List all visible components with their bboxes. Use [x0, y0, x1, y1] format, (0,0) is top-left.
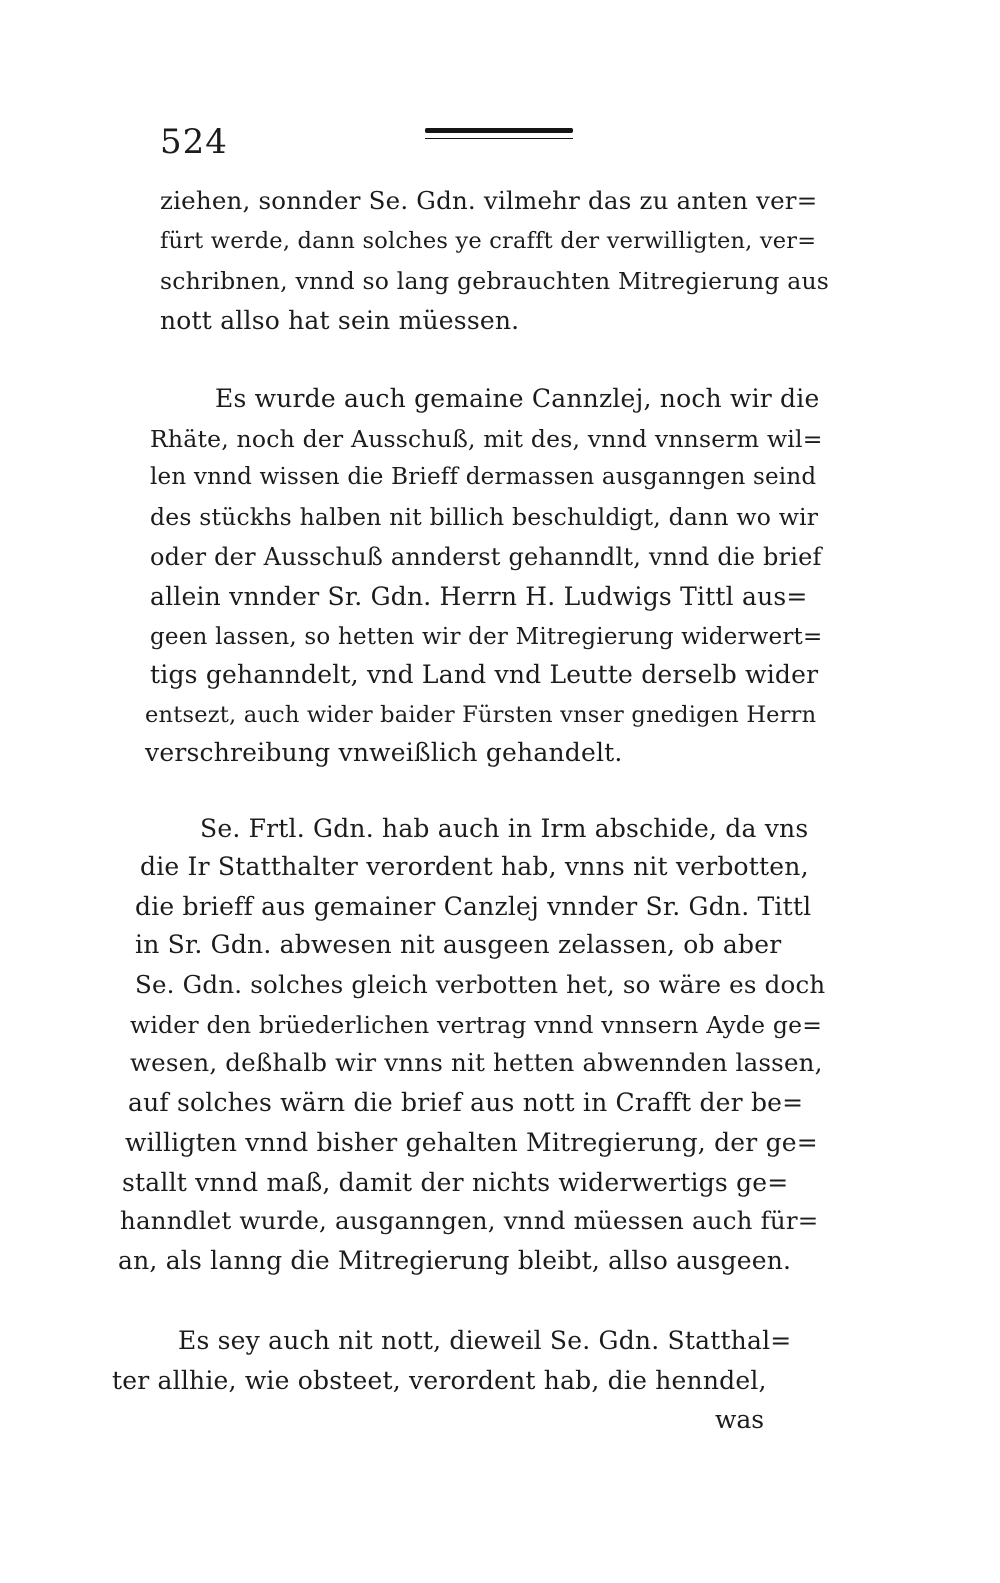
header-rule-thin: [425, 138, 573, 139]
text-line: ziehen, sonnder Se. Gdn. vilmehr das zu anten ver=: [160, 186, 818, 215]
text-line: an, als lanng die Mitregierung bleibt, allso ausgeen.: [118, 1246, 792, 1275]
text-line: ter allhie, wie obsteet, verordent hab, die henndel,: [112, 1366, 767, 1395]
text-line: nott allso hat sein müessen.: [160, 306, 520, 335]
text-line: oder der Ausschuß annderst gehanndlt, vnnd die brief: [150, 543, 822, 571]
text-line: Es wurde auch gemaine Cannzlej, noch wir die: [215, 384, 820, 413]
text-line: Se. Frtl. Gdn. hab auch in Irm abschide, da vns: [200, 814, 809, 843]
text-line: in Sr. Gdn. abwesen nit ausgeen zelassen, ob aber: [135, 930, 782, 959]
text-line: geen lassen, so hetten wir der Mitregierung widerwert=: [150, 624, 823, 650]
header-rule: [425, 128, 573, 139]
text-line: die brieff aus gemainer Canzlej vnnder Sr. Gdn. Tittl: [135, 892, 812, 921]
page-number: 524: [160, 122, 228, 162]
text-line: Se. Gdn. solches gleich verbotten het, so wäre es doch: [135, 970, 826, 999]
text-line: die Ir Statthalter verordent hab, vnns nit verbotten,: [140, 852, 809, 881]
text-line: allein vnnder Sr. Gdn. Herrn H. Ludwigs Tittl aus=: [150, 582, 808, 611]
text-line: hanndlet wurde, ausganngen, vnnd müessen auch für=: [120, 1206, 819, 1235]
text-line: schribnen, vnnd so lang gebrauchten Mitregierung aus: [160, 267, 830, 295]
text-line: entsezt, auch wider baider Fürsten vnser gnedigen Herrn: [145, 702, 817, 728]
text-line: auf solches wärn die brief aus nott in Crafft der be=: [128, 1088, 804, 1117]
text-line: willigten vnnd bisher gehalten Mitregierung, der ge=: [125, 1128, 818, 1157]
text-line: stallt vnnd maß, damit der nichts widerwertigs ge=: [122, 1168, 789, 1197]
text-line: verschreibung vnweißlich gehandelt.: [145, 738, 623, 767]
catchword: was: [715, 1405, 765, 1434]
text-line: wider den brüederlichen vertrag vnnd vnnsern Ayde ge=: [130, 1011, 823, 1039]
text-line: Rhäte, noch der Ausschuß, mit des, vnnd vnnserm wil=: [150, 425, 823, 453]
text-line: Es sey auch nit nott, dieweil Se. Gdn. Statthal=: [178, 1326, 792, 1355]
text-line: len vnnd wissen die Brieff dermassen ausganngen seind: [150, 464, 817, 490]
header-rule-thick: [425, 128, 573, 133]
text-line: tigs gehanndelt, vnd Land vnd Leutte derselb wider: [150, 660, 819, 689]
text-line: des stückhs halben nit billich beschuldigt, dann wo wir: [150, 503, 819, 531]
text-line: wesen, deßhalb wir vnns nit hetten abwennden lassen,: [130, 1048, 823, 1077]
text-line: fürt werde, dann solches ye crafft der verwilligten, ver=: [160, 228, 817, 254]
